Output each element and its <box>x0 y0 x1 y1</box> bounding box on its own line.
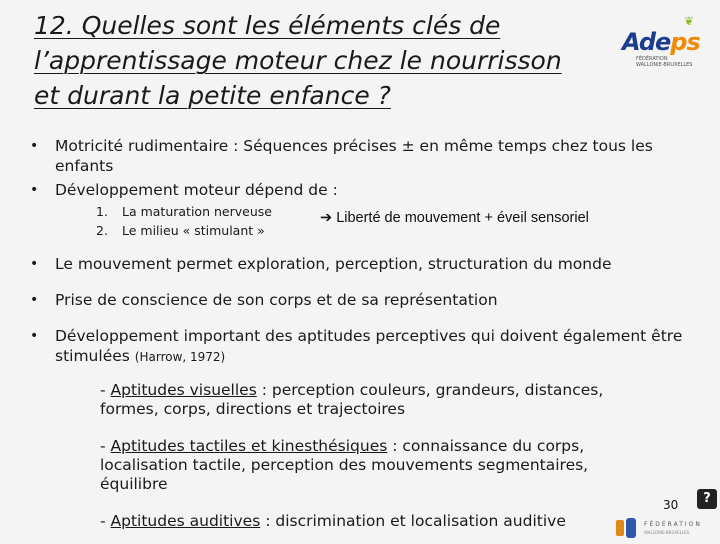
bullet-2: • Développement moteur dépend de : <box>30 181 338 199</box>
title-line-1: 12. Quelles sont les éléments clés de <box>34 11 501 40</box>
federation-subtext: WALLONIE-BRUXELLES <box>644 530 690 535</box>
numbered-item-2: 2. Le milieu « stimulant » <box>96 223 265 238</box>
help-icon[interactable]: ? <box>697 489 717 509</box>
aptitude-visual: - Aptitudes visuelles : perception couleurs, grandeurs, distances, formes, corps, directions et trajectoires <box>100 381 604 418</box>
arrow-right-icon: ➔ <box>320 210 333 226</box>
bullet-dot: • <box>30 328 39 344</box>
aptitude-auditory: - Aptitudes auditives : discrimination et localisation auditive <box>100 512 566 530</box>
numbered-item-1: 1. La maturation nerveuse <box>96 204 272 219</box>
title-line-3: et durant la petite enfance ? <box>34 81 391 110</box>
bullet-dot: • <box>30 256 39 272</box>
adeps-logo <box>622 14 702 68</box>
bullet-dot: • <box>30 182 39 198</box>
logo-word: Ade <box>622 28 671 56</box>
federation-logo <box>612 516 720 540</box>
bullet-5: • Développement important des aptitudes perceptives qui doivent également être stimulées (Harrow, 1972) <box>30 327 683 365</box>
page-title <box>34 8 594 113</box>
logo-sub-2: WALLONIE-BRUXELLES <box>636 62 693 68</box>
bullet-1: • Motricité rudimentaire : Séquences précises ± en même temps chez tous les enfants <box>30 137 653 175</box>
leaf-icon: ❦ <box>684 14 695 28</box>
federation-text: FÉDÉRATION <box>644 521 702 528</box>
logo-sub-1: FÉDÉRATION <box>636 56 668 62</box>
citation: (Harrow, 1972) <box>134 350 226 364</box>
title-line-2: l’apprentissage moteur chez le nourrisson <box>34 46 562 75</box>
bullet-4: • Prise de conscience de son corps et de sa représentation <box>30 291 498 309</box>
arrow-note: ➔ Liberté de mouvement + éveil sensoriel <box>320 210 589 226</box>
aptitude-tactile: - Aptitudes tactiles et kinesthésiques : connaissance du corps, localisation tactile, perception des mouvements segmentaires, équilibre <box>100 437 589 493</box>
bullet-3: • Le mouvement permet exploration, perception, structuration du monde <box>30 255 612 273</box>
bullet-dot: • <box>30 138 39 154</box>
federation-mark-icon <box>612 516 642 540</box>
bullet-dot: • <box>30 292 39 308</box>
logo-word-accent: ps <box>670 28 700 56</box>
page-number: 30 <box>663 498 679 512</box>
